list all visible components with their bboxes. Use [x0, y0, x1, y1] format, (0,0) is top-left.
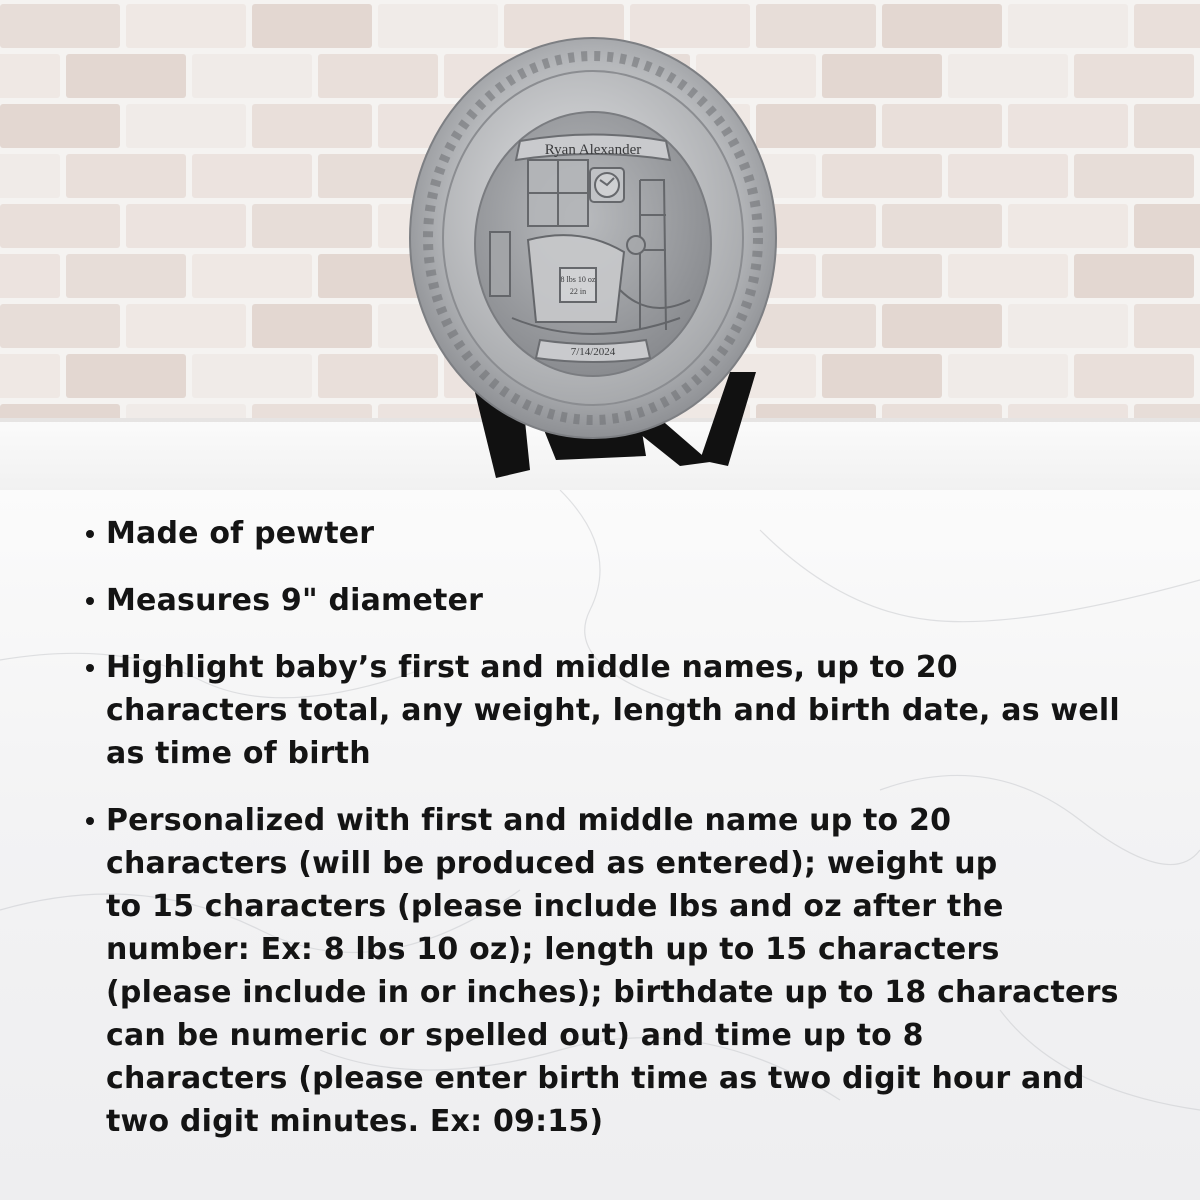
- feature-highlight: Highlight baby’s first and middle names, up to 20 characters total, any weight, length and birth date, as well as time of birth: [84, 646, 1134, 775]
- feature-personalization: Personalized with first and middle name up to 20 characters (will be produced as entered); weight up to 15 characters (please include lbs and oz after the number: Ex: 8 lbs 10 oz); length up to 15 characters (please include in or inches); birthdate up to 18 characters can be numeric or spelled out) and time up to 8 characters (please enter birth time as two digit hour and two digit minutes. Ex: 09:15): [84, 799, 1134, 1143]
- brick: [1074, 154, 1194, 198]
- brick: [252, 204, 372, 248]
- brick: [252, 304, 372, 348]
- brick: [1008, 104, 1128, 148]
- brick: [318, 354, 438, 398]
- brick: [318, 54, 438, 98]
- brick: [822, 154, 942, 198]
- brick: [378, 4, 498, 48]
- brick: [126, 4, 246, 48]
- brick: [822, 54, 942, 98]
- brick: [630, 4, 750, 48]
- brick: [1134, 304, 1200, 348]
- brick: [66, 154, 186, 198]
- brick: [1074, 354, 1194, 398]
- brick: [126, 204, 246, 248]
- brick: [1134, 4, 1200, 48]
- feature-size: Measures 9" diameter: [84, 579, 1134, 622]
- brick: [0, 154, 60, 198]
- brick: [0, 54, 60, 98]
- brick: [66, 54, 186, 98]
- brick: [1008, 4, 1128, 48]
- brick: [756, 104, 876, 148]
- brick: [0, 354, 60, 398]
- brick: [948, 154, 1068, 198]
- brick: [1074, 54, 1194, 98]
- plate-weight-text: 8 lbs 10 oz: [560, 275, 596, 284]
- brick: [192, 254, 312, 298]
- brick: [948, 54, 1068, 98]
- date-banner: [536, 340, 650, 362]
- brick: [882, 4, 1002, 48]
- brick: [126, 104, 246, 148]
- brick: [252, 4, 372, 48]
- pewter-plate: [410, 38, 776, 438]
- brick: [0, 104, 120, 148]
- brick: [0, 304, 120, 348]
- plate-length-text: 22 in: [569, 287, 587, 296]
- brick: [882, 204, 1002, 248]
- brick: [948, 254, 1068, 298]
- brick: [756, 4, 876, 48]
- brick: [192, 354, 312, 398]
- brick: [822, 354, 942, 398]
- plate-name-text: Ryan Alexander: [544, 142, 642, 158]
- brick: [0, 254, 60, 298]
- feature-list: [84, 512, 1134, 1143]
- brick: [1134, 204, 1200, 248]
- brick: [66, 354, 186, 398]
- brick: [252, 104, 372, 148]
- pewter-plate-photo: [0, 0, 1200, 490]
- teddy-bear: [627, 236, 645, 254]
- brick: [1134, 104, 1200, 148]
- brick: [0, 204, 120, 248]
- brick: [756, 304, 876, 348]
- brick: [126, 304, 246, 348]
- brick: [882, 104, 1002, 148]
- product-photo: [0, 0, 1200, 490]
- brick: [1008, 204, 1128, 248]
- brick: [192, 54, 312, 98]
- brick: [66, 254, 186, 298]
- brick: [882, 304, 1002, 348]
- brick: [1008, 304, 1128, 348]
- brick: [0, 4, 120, 48]
- brick: [1074, 254, 1194, 298]
- plate-date-text: 7/14/2024: [570, 346, 616, 358]
- brick: [822, 254, 942, 298]
- brick: [192, 154, 312, 198]
- feature-panel: [0, 490, 1200, 1200]
- name-banner: [516, 135, 670, 161]
- brick: [948, 354, 1068, 398]
- feature-material: Made of pewter: [84, 512, 1134, 555]
